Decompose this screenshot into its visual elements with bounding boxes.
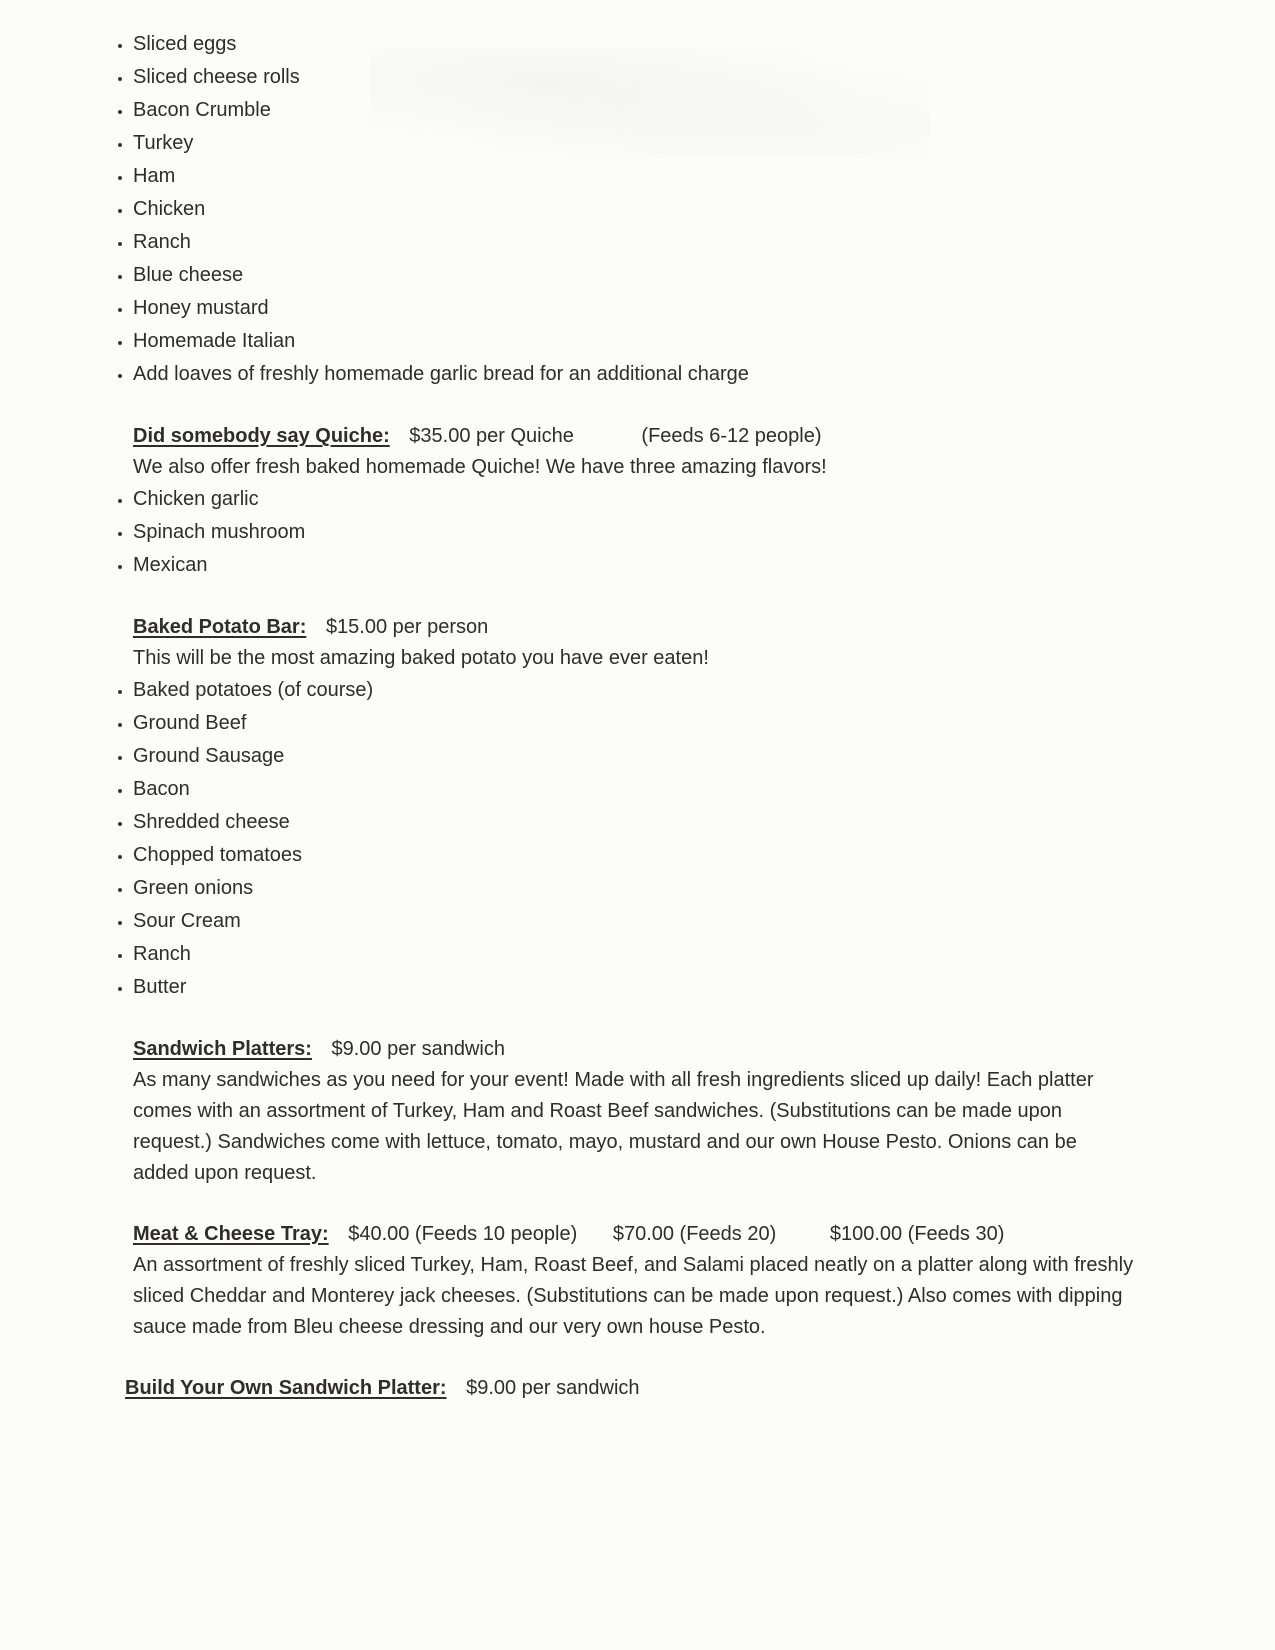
section-heading: Build Your Own Sandwich Platter: [125,1377,447,1399]
list-item: • Sour Cream [133,905,1135,938]
list-item: • Baked potatoes (of course) [133,674,1135,707]
list-item: • Ground Beef [133,707,1135,740]
toppings-list [100,28,1135,391]
quiche-flavors-list [100,483,1135,582]
sandwich-heading-line [133,1034,1135,1065]
list-item: • Chicken [133,193,1135,226]
list-item: • Chicken garlic [133,483,1135,516]
list-item: • Chopped tomatoes [133,839,1135,872]
price-feeds-20: $70.00 (Feeds 20) [612,1223,777,1245]
section-heading: Did somebody say Quiche: [133,425,390,447]
price-feeds-10: $40.00 (Feeds 10 people) [348,1223,578,1245]
section-description: As many sandwiches as you need for your event! Made with all fresh ingredients sliced up daily! Each platter comes with an assortment of Turkey, Ham and Roast Beef sandwiches. (Substitutions can be made upon request.) Sandwiches come with lettuce, tomato, mayo, mustard and our own House Pesto. Onions can be added upon request. [133,1069,1094,1184]
list-item: • Spinach mushroom [133,516,1135,549]
list-item: • Ranch [133,938,1135,971]
price: $15.00 per person [325,616,489,638]
section-description: An assortment of freshly sliced Turkey, Ham, Roast Beef, and Salami placed neatly on a platter along with freshly sliced Cheddar and Monterey jack cheeses. (Substitutions can be made upon request.) Also comes with dipping sauce made from Bleu cheese dressing and our very own house Pesto. [133,1254,1134,1338]
build-your-own-heading-line [125,1373,1135,1404]
list-item: • Blue cheese [133,259,1135,292]
price-feeds-30: $100.00 (Feeds 30) [829,1223,1005,1245]
potato-toppings-list [100,674,1135,1004]
section-description: This will be the most amazing baked potato you have ever eaten! [133,647,709,669]
list-item: • Green onions [133,872,1135,905]
price: $9.00 per sandwich [466,1377,640,1399]
list-item: • Sliced eggs [133,28,1135,61]
meat-cheese-heading-line [133,1219,1135,1250]
list-item: • Turkey [133,127,1135,160]
price: $35.00 per Quiche [409,425,574,447]
potato-heading-line [133,612,1135,643]
build-your-own-section [125,1373,1135,1404]
list-item: • Butter [133,971,1135,1004]
list-item: • Shredded cheese [133,806,1135,839]
sandwich-platters-section [133,1034,1135,1189]
list-item: • Bacon [133,773,1135,806]
list-item: • Mexican [133,549,1135,582]
list-item: • Homemade Italian [133,325,1135,358]
quiche-heading-line [133,421,1135,452]
feeds-note: (Feeds 6-12 people) [641,425,822,447]
quiche-section [133,421,1135,582]
list-item: • Bacon Crumble [133,94,1135,127]
list-item: • Sliced cheese rolls [133,61,1135,94]
list-item: • Honey mustard [133,292,1135,325]
list-item: • Add loaves of freshly homemade garlic bread for an additional charge [133,358,1135,391]
baked-potato-bar-section [133,612,1135,1004]
list-item: • Ground Sausage [133,740,1135,773]
section-heading: Baked Potato Bar: [133,616,307,638]
section-heading: Sandwich Platters: [133,1038,312,1060]
list-item: • Ranch [133,226,1135,259]
list-item: • Ham [133,160,1135,193]
section-description: We also offer fresh baked homemade Quiche! We have three amazing flavors! [133,456,827,478]
section-heading: Meat & Cheese Tray: [133,1223,329,1245]
price: $9.00 per sandwich [331,1038,505,1060]
meat-cheese-tray-section [133,1219,1135,1343]
